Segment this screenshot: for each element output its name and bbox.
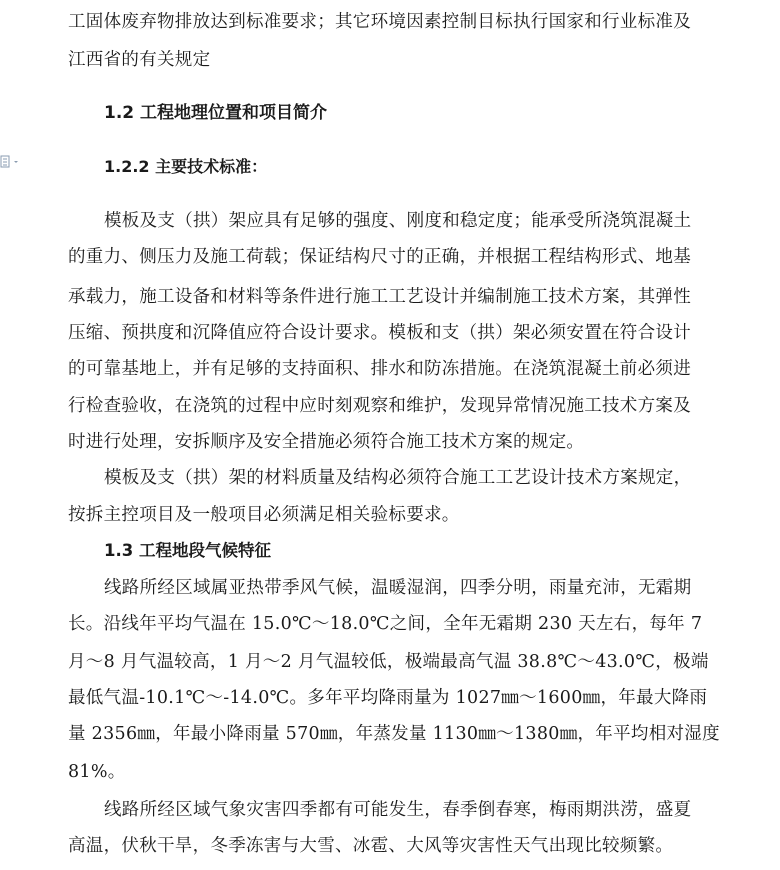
- intro-line-2: 江西省的有关规定: [68, 50, 211, 70]
- para2-line: 模板及支（拱）架的材料质量及结构必须符合施工工艺设计技术方案规定，: [104, 468, 692, 488]
- para3-line: 最低气温-10.1℃～-14.0℃。多年平均降雨量为 1027㎜～1600㎜，年最大降雨: [68, 688, 708, 708]
- para4-line: 线路所经区域气象灾害四季都有可能发生，春季倒春寒，梅雨期洪涝，盛夏: [104, 800, 692, 820]
- para3-line: 长。沿线年平均气温在 15.0℃～18.0℃之间，全年无霜期 230 天左右，每年 7: [68, 614, 703, 634]
- section-1-2-heading: 1.2 工程地理位置和项目简介: [104, 103, 328, 123]
- para3-line: 81%。: [68, 762, 126, 782]
- para3-line: 量 2356㎜，年最小降雨量 570㎜，年蒸发量 1130㎜～1380㎜，年平均相对湿度: [68, 724, 720, 744]
- section-1-2-2-heading: 1.2.2 主要技术标准：: [104, 157, 268, 176]
- para4-line: 高温，伏秋干旱，冬季冻害与大雪、冰雹、大风等灾害性天气出现比较频繁。: [68, 836, 674, 856]
- section-1-3-heading: 1.3 工程地段气候特征: [104, 541, 271, 560]
- para1-line: 的可靠基地上，并有足够的支持面积、排水和防冻措施。在浇筑混凝土前必须进: [68, 359, 691, 379]
- para3-line: 月～8 月气温较高，1 月～2 月气温较低，极端最高气温 38.8℃～43.0℃，极端: [68, 652, 709, 672]
- para1-line: 模板及支（拱）架应具有足够的强度、刚度和稳定度；能承受所浇筑混凝土: [104, 211, 692, 231]
- document-margin-icon[interactable]: [0, 154, 22, 170]
- intro-line-1: 工固体废弃物排放达到标准要求；其它环境因素控制目标执行国家和行业标准及: [68, 12, 691, 32]
- para2-line: 按拆主控项目及一般项目必须满足相关验标要求。: [68, 505, 460, 525]
- para1-line: 时进行处理，安拆顺序及安全措施必须符合施工技术方案的规定。: [68, 432, 585, 452]
- para3-line: 线路所经区域属亚热带季风气候，温暖湿润，四季分明，雨量充沛，无霜期: [104, 578, 692, 598]
- para1-line: 行检查验收，在浇筑的过程中应时刻观察和维护，发现异常情况施工技术方案及: [68, 396, 691, 416]
- para1-line: 的重力、侧压力及施工荷载；保证结构尺寸的正确，并根据工程结构形式、地基: [68, 247, 691, 267]
- para1-line: 承载力，施工设备和材料等条件进行施工工艺设计并编制施工技术方案，其弹性: [68, 287, 691, 307]
- para1-line: 压缩、预拱度和沉降值应符合设计要求。模板和支（拱）架必须安置在符合设计: [68, 323, 691, 343]
